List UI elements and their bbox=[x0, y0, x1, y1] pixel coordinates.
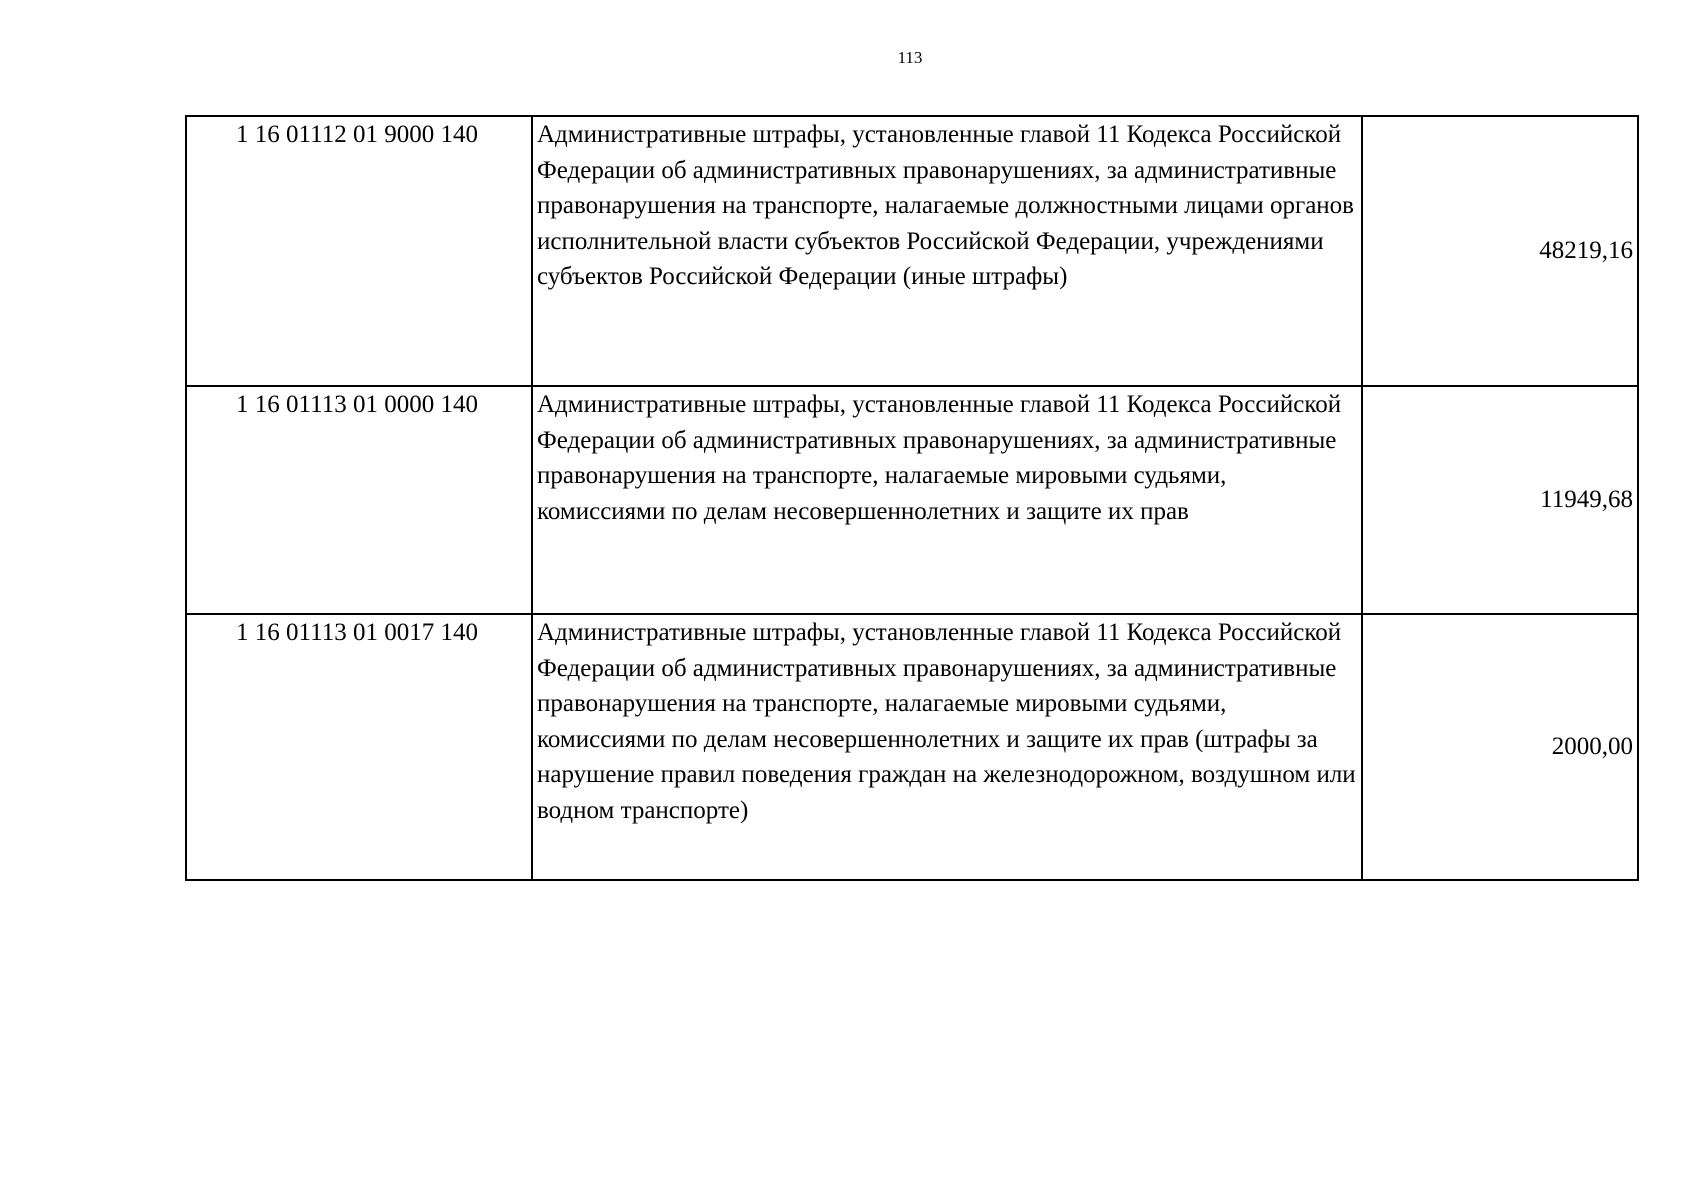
table-row bbox=[186, 614, 1638, 880]
amount-cell: 48219,16 bbox=[1362, 116, 1638, 386]
budget-code-cell bbox=[186, 614, 532, 880]
amount-cell: 2000,00 bbox=[1362, 614, 1638, 880]
description-cell: Административные штрафы, установленные главой 11 Кодекса Российской Федерации об административных правонарушениях, за административные правонарушения на транспорте, налагаемые мировыми судьями, комиссиями по делам несовершеннолетних и защите их прав bbox=[532, 386, 1362, 614]
budget-code: 1 16 01112 01 9000 140 bbox=[236, 121, 478, 148]
amount-cell: 11949,68 bbox=[1362, 386, 1638, 614]
page-number: 113 bbox=[897, 48, 923, 67]
budget-code: 1 16 01113 01 0000 140 bbox=[236, 391, 478, 418]
budget-code: 1 16 01113 01 0017 140 bbox=[236, 619, 478, 646]
budget-code-cell bbox=[186, 386, 532, 614]
budget-code-cell bbox=[186, 116, 532, 386]
budget-table bbox=[185, 115, 1639, 881]
table-row bbox=[186, 386, 1638, 614]
description-cell: Административные штрафы, установленные главой 11 Кодекса Российской Федерации об административных правонарушениях, за административные правонарушения на транспорте, налагаемые должностными лицами органов исполнительной власти субъектов Российской Федерации, учреждениями субъектов Российской Федерации (иные штрафы) bbox=[532, 116, 1362, 386]
table-row bbox=[186, 116, 1638, 386]
description-cell: Административные штрафы, установленные главой 11 Кодекса Российской Федерации об административных правонарушениях, за административные правонарушения на транспорте, налагаемые мировыми судьями, комиссиями по делам несовершеннолетних и защите их прав (штрафы за нарушение правил поведения граждан на железнодорожном, воздушном или водном транспорте) bbox=[532, 614, 1362, 880]
